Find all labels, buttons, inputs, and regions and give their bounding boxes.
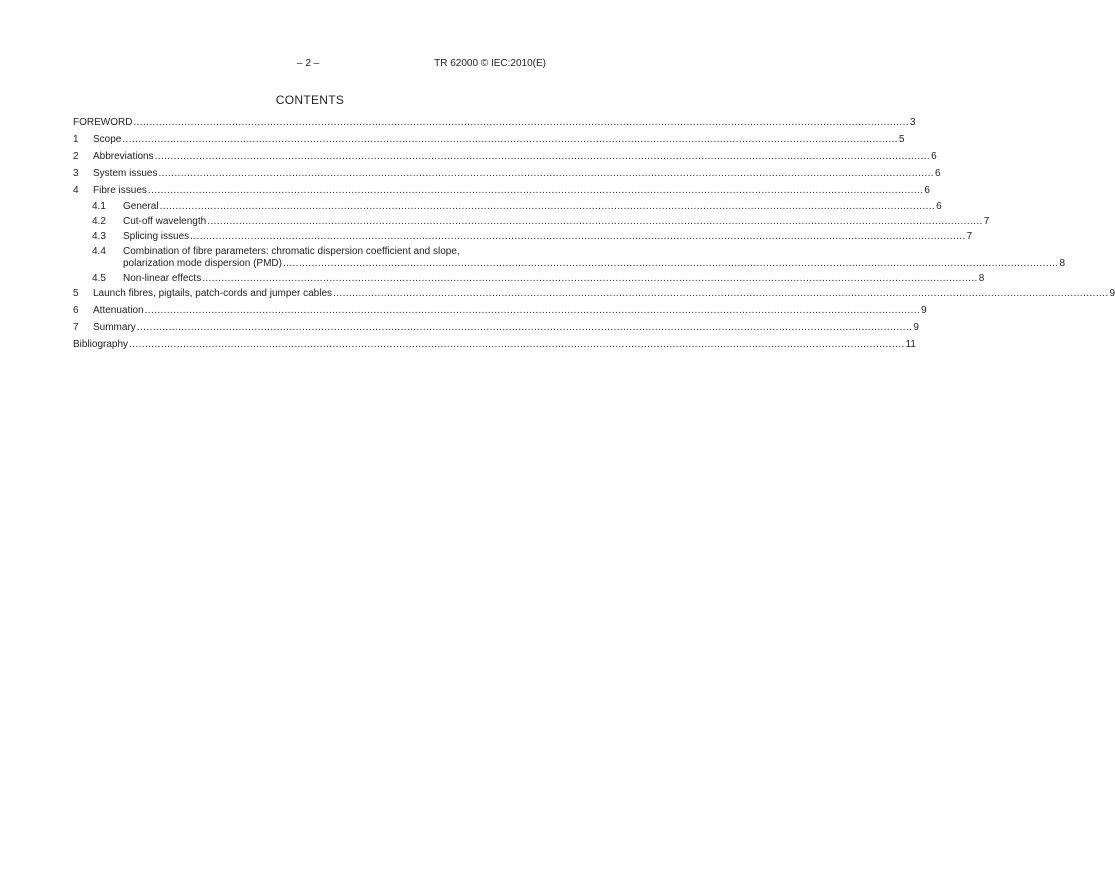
toc-entry-page: 8 (1059, 258, 1066, 269)
toc-entry-label: Scope (93, 134, 122, 145)
toc-entry-label: Non-linear effects (123, 273, 202, 284)
leader-dots (333, 288, 1109, 300)
toc-entry-general[interactable] (73, 201, 942, 213)
toc-entry-number: 1 (73, 134, 79, 145)
toc-entry-number: 5 (73, 288, 79, 299)
toc-entry-second-line (123, 258, 1065, 270)
toc-entry-page: 9 (1109, 288, 1115, 299)
toc-entry-number: 6 (73, 305, 79, 316)
leader-dots (148, 185, 924, 197)
toc-entry-cut-off-wavelength[interactable] (73, 216, 990, 228)
toc-entry-label: Bibliography (73, 339, 129, 350)
toc-entry-page: 7 (966, 231, 973, 242)
page-header (0, 58, 620, 74)
document-reference: TR 62000 © IEC:2010(E) (434, 58, 546, 69)
toc-entry-number: 4.1 (92, 201, 106, 212)
leader-dots (283, 258, 1059, 270)
toc-entry-label: Fibre issues (93, 185, 147, 196)
toc-entry-splicing-issues[interactable] (73, 231, 973, 243)
leader-dots (122, 134, 898, 146)
toc-entry-foreword[interactable] (73, 117, 916, 129)
toc-entry-scope[interactable] (73, 134, 905, 146)
toc-entry-page: 6 (924, 185, 930, 196)
toc-entry-page: 9 (913, 322, 919, 333)
toc-entry-label: Cut-off wavelength (123, 216, 207, 227)
toc-entry-page: 11 (905, 339, 916, 350)
leader-dots (155, 151, 931, 163)
toc-entry-launch-fibres[interactable] (73, 288, 1115, 300)
toc-entry-page: 9 (921, 305, 927, 316)
toc-title: CONTENTS (275, 93, 345, 107)
toc-entry-number: 4 (73, 185, 79, 196)
toc-entry-number: 4.3 (92, 231, 106, 242)
toc-entry-abbreviations[interactable] (73, 151, 937, 163)
leader-dots (133, 117, 909, 129)
leader-dots (202, 273, 978, 285)
table-of-contents (73, 117, 1115, 351)
toc-entry-label-block (123, 246, 1065, 270)
toc-entry-label: Combination of fibre parameters: chromatic dispersion coefficient and slope, (123, 246, 460, 257)
toc-entry-number: 2 (73, 151, 79, 162)
leader-dots (129, 339, 905, 351)
toc-entry-label: Launch fibres, pigtails, patch-cords and jumper cables (93, 288, 333, 299)
leader-dots (190, 231, 966, 243)
toc-entry-non-linear-effects[interactable] (73, 273, 985, 285)
page-number: – 2 – (297, 58, 320, 69)
toc-entry-summary[interactable] (73, 322, 919, 334)
toc-entry-system-issues[interactable] (73, 168, 941, 180)
toc-entry-page: 6 (931, 151, 937, 162)
toc-entry-label: Summary (93, 322, 136, 333)
toc-entry-label: FOREWORD (73, 117, 133, 128)
toc-entry-label-continued: polarization mode dispersion (PMD) (123, 258, 282, 269)
leader-dots (158, 168, 934, 180)
toc-entry-number: 7 (73, 322, 79, 333)
toc-entry-fibre-issues[interactable] (73, 185, 930, 197)
leader-dots (145, 305, 921, 317)
toc-entry-page: 8 (978, 273, 985, 284)
toc-entry-number: 4.5 (92, 273, 106, 284)
toc-entry-bibliography[interactable] (73, 339, 916, 351)
toc-entry-label: Splicing issues (123, 231, 190, 242)
toc-entry-attenuation[interactable] (73, 305, 927, 317)
toc-entry-combination-of-fibre-parameters[interactable] (73, 246, 1066, 270)
toc-entry-number: 3 (73, 168, 79, 179)
toc-entry-page: 6 (936, 201, 942, 212)
toc-entry-label: Attenuation (93, 305, 144, 316)
toc-entry-number: 4.4 (92, 246, 106, 257)
leader-dots (207, 216, 983, 228)
toc-entry-number: 4.2 (92, 216, 106, 227)
leader-dots (137, 322, 913, 334)
toc-entry-label: General (123, 201, 159, 212)
toc-entry-page: 6 (934, 168, 941, 179)
toc-entry-label: Abbreviations (93, 151, 154, 162)
leader-dots (160, 201, 936, 213)
toc-entry-page: 5 (898, 134, 905, 145)
toc-entry-page: 7 (983, 216, 990, 227)
toc-entry-label: System issues (93, 168, 158, 179)
toc-entry-page: 3 (909, 117, 916, 128)
